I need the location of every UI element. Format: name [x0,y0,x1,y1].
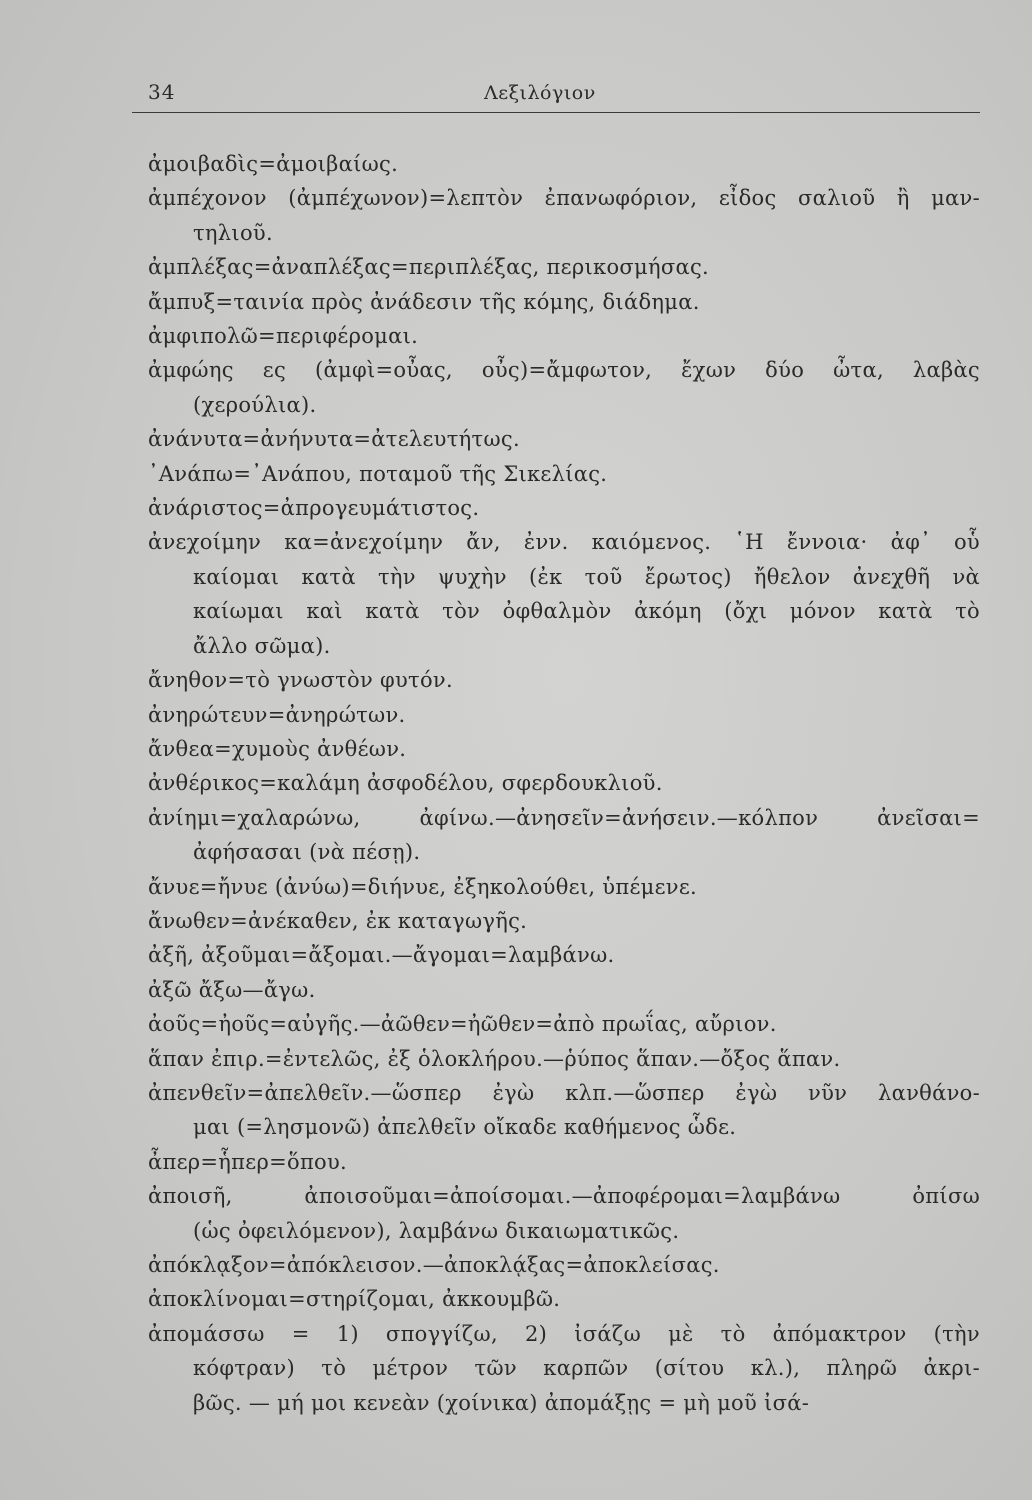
entry-headline: ἀοῦς=ἠοῦς=αὐγῆς.—ἀῶθεν=ἠῶθεν=ἀπὸ πρωΐας, αὔριον. [148,1012,777,1037]
entry-headline: ἄνθεα=χυμοὺς ἀνθέων. [148,736,407,761]
entry-continuation: (ὡς ὀφειλόμενον), λαμβάνω δικαιωματικῶς. [193,1218,680,1243]
glossary-entry [148,1145,980,1179]
entry-continuation: ἀφήσασαι (νὰ πέσῃ). [193,840,421,865]
entry-headline: ἀνηρώτευν=ἀνηρώτων. [148,702,406,727]
glossary-entry [148,319,980,353]
entry-headline: ἀνεχοίμην κα=ἀνεχοίμην ἄν, ἐνν. καιόμενος. ῾Η ἔννοια· ἀφ᾿ οὗ [148,530,980,555]
entry-headline: ἀπενθεῖν=ἀπελθεῖν.—ὥσπερ ἐγὼ κλπ.—ὥσπερ ἐγὼ νῦν λανθάνο- [148,1080,980,1105]
glossary-entry [148,1007,980,1041]
entry-headline: ἅπαν ἐπιρ.=ἐντελῶς, ἐξ ὁλοκλήρου.—ῥύπος ἅπαν.—ὄξος ἅπαν. [148,1046,841,1071]
glossary-entry [148,1042,980,1076]
entry-headline: ἀνθέρικος=καλάμη ἀσφοδέλου, σφερδουκλιοῦ. [148,771,663,796]
entry-headline: ἄνυε=ἤνυε (ἀνύω)=διήνυε, ἐξηκολούθει, ὑπέμενε. [148,874,698,899]
entry-headline: ἀξῆ, ἀξοῦμαι=ἄξομαι.—ἄγομαι=λαμβάνω. [148,943,615,968]
glossary-entry [148,353,980,422]
glossary-entry [148,870,980,904]
glossary-entry [148,698,980,732]
entry-headline: ἀπόκλᾳξον=ἀπόκλεισον.—ἀποκλᾴξας=ἀποκλείσας. [148,1253,720,1277]
glossary-entry [148,491,980,525]
entry-continuation: (χερούλια). [193,392,317,417]
glossary-entries [148,147,980,1420]
entry-headline: ἀποισῆ, ἀποισοῦμαι=ἀποίσομαι.—ἀποφέρομαι=λαμβάνω ὀπίσω [148,1184,980,1209]
entry-continuation: τηλιοῦ. [193,220,273,245]
glossary-entry [148,250,980,284]
entry-headline: ἀνίημι=χαλαρώνω, ἀφίνω.—ἀνησεῖν=ἀνήσειν.—κόλπον ἀνεῖσαι= [148,805,980,830]
page-number: 34 [148,80,176,104]
glossary-entry [148,181,980,250]
entry-headline: ἆπερ=ἧπερ=ὅπου. [148,1149,348,1174]
running-title: Λεξιλόγιον [484,82,596,104]
entry-continuation: βῶς. — μή μοι κενεὰν (χοίνικα) ἀπομάξῃς = μὴ μοῦ ἰσά- [193,1390,810,1415]
glossary-entry [148,904,980,938]
glossary-entry [148,1179,980,1248]
entry-headline: ἀμπέχονον (ἀμπέχωνον)=λεπτὸν ἐπανωφόριον, εἶδος σαλιοῦ ἢ μαν- [148,186,980,211]
entry-headline: ἀμπλέξας=ἀναπλέξας=περιπλέξας, περικοσμήσας. [148,255,710,280]
entry-continuation: καίομαι κατὰ τὴν ψυχὴν (ἐκ τοῦ ἔρωτος) ἤθελον ἀνεχθῆ νὰ [193,564,980,589]
entry-headline: ἄμπυξ=ταινία πρὸς ἀνάδεσιν τῆς κόμης, διάδημα. [148,289,700,314]
glossary-entry [148,1076,980,1145]
glossary-entry [148,732,980,766]
glossary-entry [148,766,980,800]
glossary-entry [148,525,980,663]
entry-headline: ἀμφώης ες (ἀμφὶ=οὖας, οὖς)=ἄμφωτον, ἔχων δύο ὦτα, λαβὰς [148,358,980,383]
entry-continuation: καίωμαι καὶ κατὰ τὸν ὀφθαλμὸν ἀκόμη (ὄχι μόνον κατὰ τὸ [193,599,980,624]
glossary-entry [148,973,980,1007]
entry-continuation: κόφτραν) τὸ μέτρον τῶν καρπῶν (σίτου κλ.), πληρῶ ἀκρι- [193,1356,980,1381]
glossary-entry [148,1248,980,1282]
header-rule [132,112,980,113]
entry-continuation: μαι (=λησμονῶ) ἀπελθεῖν οἴκαδε καθήμενος ὧδε. [193,1115,737,1140]
entry-headline: ἀμοιβαδὶς=ἀμοιβαίως. [148,152,399,176]
glossary-entry [148,1317,980,1420]
entry-headline: ἀνάριστος=ἀπρογευμάτιστος. [148,496,480,521]
glossary-entry [148,801,980,870]
entry-continuation: ἄλλο σῶμα). [193,633,331,658]
glossary-entry [148,663,980,697]
glossary-entry [148,457,980,491]
glossary-entry [148,938,980,972]
entry-headline: ἀπομάσσω = 1) σπογγίζω, 2) ἰσάζω μὲ τὸ ἀπόμακτρον (τὴν [148,1321,980,1346]
entry-headline: ἀξῶ ἄξω—ἄγω. [148,977,316,1002]
entry-headline: ἀμφιπολῶ=περιφέρομαι. [148,324,419,349]
entry-headline: ἀνάνυτα=ἀνήνυτα=ἀτελευτήτως. [148,427,520,452]
entry-headline: ἄνηθον=τὸ γνωστὸν φυτόν. [148,668,453,693]
glossary-entry [148,422,980,456]
glossary-entry [148,147,980,181]
glossary-entry [148,1282,980,1316]
page-header [148,80,980,112]
entry-headline: ἄνωθεν=ἀνέκαθεν, ἐκ καταγωγῆς. [148,908,528,933]
glossary-entry [148,285,980,319]
entry-headline: ἀποκλίνομαι=στηρίζομαι, ἀκκουμβῶ. [148,1287,561,1312]
entry-headline: ᾿Ανάπω=᾿Ανάπου, ποταμοῦ τῆς Σικελίας. [148,461,608,486]
